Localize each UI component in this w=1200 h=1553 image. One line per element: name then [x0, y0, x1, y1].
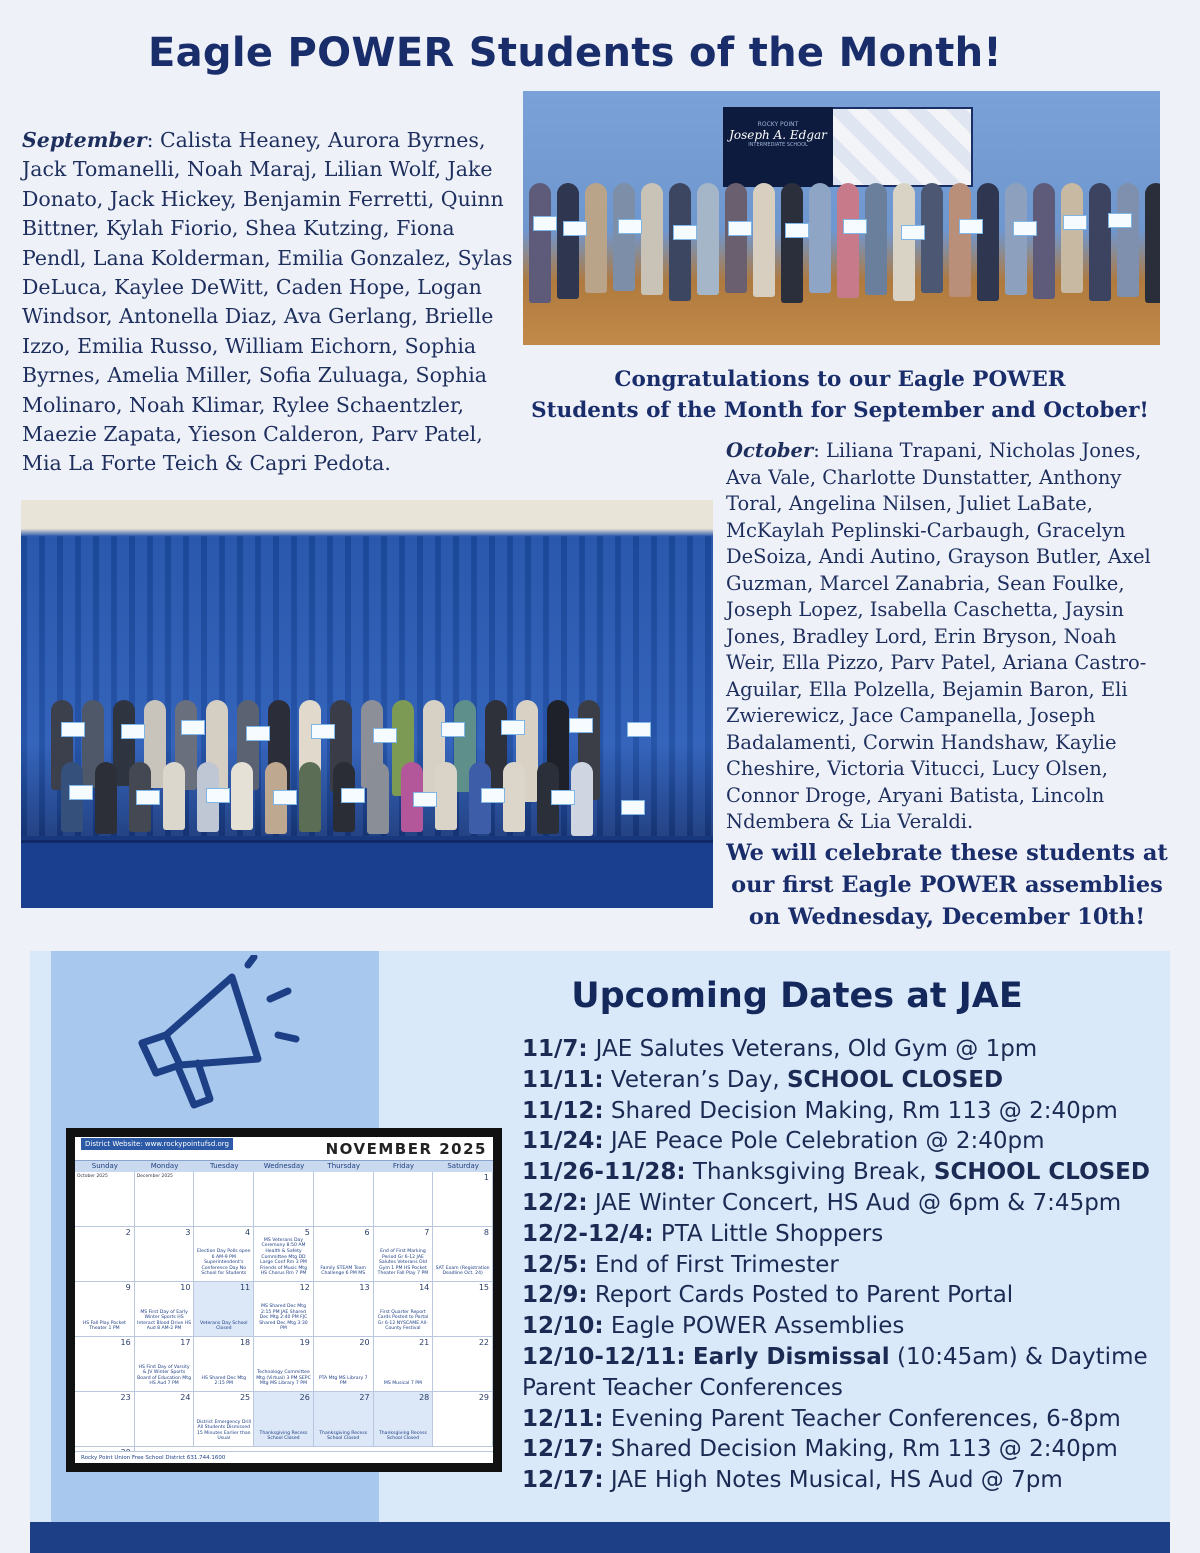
september-label: September	[22, 128, 147, 152]
calendar-day-cell	[194, 1282, 254, 1337]
october-label: October	[726, 439, 814, 462]
calendar-day-number: 16	[120, 1338, 131, 1347]
banner-line-1: ROCKY POINT	[757, 121, 799, 128]
calendar-day-events: MS Veterans Day Ceremony 8:50 AM Health & Safety Committee Mtg DD Large Conf Rm 3 PM Friends of Music Mtg HS Chorus Rm 7 PM	[259, 1237, 308, 1277]
banner-line-3: INTERMEDIATE SCHOOL	[748, 142, 808, 148]
banner-school-logo	[723, 107, 833, 187]
calendar-day-number: 18	[239, 1338, 251, 1347]
upcoming-event: Thanksgiving Break,	[685, 1159, 934, 1186]
calendar-day-cell	[75, 1337, 135, 1392]
calendar-day-cell	[433, 1227, 493, 1282]
calendar-day-events: Thanksgiving Recess School Closed	[319, 1430, 368, 1442]
congrats-line-2: Students of the Month for September and October!	[531, 398, 1149, 423]
upcoming-event	[686, 1344, 693, 1370]
calendar-day-cell	[135, 1282, 195, 1337]
upcoming-date-item	[522, 1157, 1170, 1188]
october-names: : Liliana Trapani, Nicholas Jones, Ava Vale, Charlotte Dunstatter, Anthony Toral, Angelina Nilsen, Juliet LaBate, McKaylah Peplinski-Carbaugh, Gracelyn DeSoiza, Andi Autino, Grayson Butler, Axel Guzman, Marcel Zanabria, Sean Foulke, Joseph Lopez, Isabella Caschetta, Jaysin Jones, Bradley Lord, Erin Bryson, Noah Weir, Ella Pizzo, Parv Patel, Ariana Castro-Aguilar, Ella Polzella, Bejamin Baron, Eli Zwierewicz, Jace Campanella, Joseph Badalamenti, Corwin Handshaw, Kaylie Cheshire, Victoria Vitucci, Lucy Olsen, Connor Droge, Aryani Batista, Lincoln Ndembera & Lia Veraldi.	[726, 439, 1151, 833]
upcoming-event: PTA Little Shoppers	[653, 1220, 884, 1247]
upcoming-date-item	[522, 1126, 1170, 1157]
upcoming-emphasis: SCHOOL CLOSED	[933, 1159, 1150, 1186]
calendar-day-events: MS Shared Dec Mtg 2:15 PM JAE Shared Dec Mtg 2:40 PM FJC Shared Dec Mtg 3:30 PM	[259, 1304, 308, 1332]
upcoming-date: 12/10:	[522, 1313, 604, 1340]
upcoming-dates-list	[522, 1034, 1170, 1496]
september-honorees	[22, 126, 520, 479]
calendar-day-cell	[75, 1282, 135, 1337]
weekday-label: Sunday	[91, 1162, 118, 1170]
congrats-line-1: Congratulations to our Eagle POWER	[614, 367, 1066, 392]
upcoming-date: 11/7:	[522, 1036, 596, 1062]
september-names: : Calista Heaney, Aurora Byrnes, Jack Tomanelli, Noah Maraj, Lilian Wolf, Jake Donato, Jack Hickey, Benjamin Ferretti, Quinn Bittner, Kylah Fiorio, Shea Kutzing, Fiona Pendl, Lana Kolderman, Emilia Gonzalez, Sylas DeLuca, Kaylee DeWitt, Caden Hope, Logan Windsor, Antonella Diaz, Ava Gerlang, Brielle Izzo, Emilia Russo, William Eichorn, Sophia Byrnes, Amelia Miller, Sofia Zuluaga, Sophia Molinaro, Noah Klimar, Rylee Schaentzler, Maezie Zapata, Yieson Calderon, Parv Patel, Mia La Forte Teich & Capri Pedota.	[22, 128, 513, 476]
calendar-weekdays	[75, 1161, 493, 1172]
upcoming-event: End of First Trimester	[587, 1251, 839, 1278]
calendar-day-cell	[254, 1172, 314, 1227]
calendar-day-number: 28	[419, 1393, 430, 1402]
calendar-day-cell	[314, 1282, 374, 1337]
calendar-day-events: Technology Committee Mtg (Virtual) 3 PM SEPC Mtg MS Library 7 PM	[256, 1370, 311, 1387]
calendar-day-number: 14	[419, 1283, 430, 1292]
calendar-day-cell	[314, 1392, 374, 1447]
calendar-day-number: 25	[239, 1393, 251, 1402]
calendar-day-cell	[433, 1392, 493, 1447]
upcoming-event: JAE Winter Concert, HS Aud @ 6pm & 7:45pm	[587, 1189, 1122, 1216]
upcoming-event: Shared Decision Making, Rm 113 @ 2:40pm	[603, 1097, 1118, 1124]
upcoming-date: 11/12:	[522, 1097, 604, 1124]
calendar-day-cell	[75, 1227, 135, 1282]
upcoming-date-item	[522, 1434, 1170, 1465]
calendar-day-cell	[75, 1392, 135, 1447]
calendar-day-events: Election Day Polls open 6 AM-9 PM Superintendent's Conference Day No School for Students	[196, 1249, 251, 1277]
calendar-day-number: 4	[245, 1228, 251, 1237]
upcoming-title: Upcoming Dates at JAE	[571, 976, 1023, 1016]
calendar-day-events: HS Shared Dec Mtg 2:15 PM	[201, 1375, 247, 1387]
calendar-day-cell	[135, 1392, 195, 1447]
calendar-day-number: 7	[424, 1228, 430, 1237]
calendar-day-number: 5	[304, 1228, 310, 1237]
september-group-photo	[523, 91, 1160, 345]
upcoming-event: Eagle POWER Assemblies	[603, 1313, 905, 1340]
upcoming-event-detail: (10:45am) & Daytime Parent Teacher Conferences	[522, 1343, 1148, 1401]
calendar-day-cell	[374, 1227, 434, 1282]
upcoming-date-item	[522, 1404, 1170, 1435]
calendar-day-cell	[374, 1392, 434, 1447]
calendar-day-number: 27	[359, 1393, 370, 1402]
calendar-day-number: 13	[359, 1283, 370, 1292]
calendar-grid	[75, 1172, 493, 1463]
upcoming-date: 11/24:	[522, 1128, 604, 1155]
calendar-day-cell	[433, 1282, 493, 1337]
calendar-day-number: 9	[125, 1283, 131, 1292]
calendar-day-events: SAT Exam (Registration Deadline Oct. 24)	[435, 1265, 490, 1277]
calendar-day-number: 29	[478, 1393, 489, 1402]
calendar-day-cell	[135, 1337, 195, 1392]
calendar-website: District Website: www.rockypointufsd.org	[81, 1138, 233, 1150]
calendar-day-cell	[254, 1392, 314, 1447]
october-group-photo	[21, 500, 713, 908]
calendar-day-events: End of First Marking Period Gr 6-12 JAE Salutes Veterans Old Gym 1 PM HS Pocket Theater Fall Play 7 PM	[377, 1249, 429, 1277]
calendar-day-number: 26	[299, 1393, 310, 1402]
upcoming-event: Shared Decision Making, Rm 113 @ 2:40pm	[603, 1436, 1118, 1463]
weekday-label: Wednesday	[263, 1162, 305, 1170]
stage-front	[21, 840, 713, 908]
upcoming-date-item	[522, 1342, 1170, 1404]
calendar-day-cell	[433, 1172, 493, 1227]
celebration-announcement	[722, 837, 1172, 933]
calendar-day-number: 2	[125, 1228, 131, 1237]
calendar-day-number: 24	[180, 1393, 191, 1402]
calendar-day-cell	[75, 1172, 135, 1227]
calendar-day-cell	[374, 1172, 434, 1227]
upcoming-date: 12/11:	[522, 1405, 604, 1432]
upcoming-emphasis: Early Dismissal	[692, 1343, 890, 1370]
upcoming-date-item	[522, 1465, 1170, 1496]
calendar-day-events: Family STEAM Team Challenge 6 PM MS	[320, 1265, 366, 1277]
upcoming-event: Evening Parent Teacher Conferences, 6-8pm	[603, 1405, 1121, 1432]
upcoming-date-item	[522, 1065, 1170, 1096]
upcoming-date: 12/5:	[522, 1251, 588, 1278]
weekday-label: Saturday	[447, 1162, 479, 1170]
calendar-day-number: 19	[299, 1338, 310, 1347]
november-calendar	[66, 1128, 502, 1472]
calendar-footer: Rocky Point Union Free School District 631.744.1600	[75, 1451, 493, 1463]
calendar-day-number: 11	[239, 1283, 251, 1292]
calendar-day-cell	[194, 1337, 254, 1392]
calendar-day-events: HS First Day of Varsity & JV Winter Sports Board of Education Mtg HS Aud 7 PM	[137, 1364, 191, 1387]
weekday-label: Friday	[392, 1162, 415, 1170]
calendar-day-cell	[194, 1227, 254, 1282]
calendar-day-events: Veterans Day School Closed	[200, 1320, 248, 1332]
calendar-day-events: Thanksgiving Recess School Closed	[378, 1430, 427, 1442]
calendar-day-events: Thanksgiving Recess School Closed	[259, 1430, 308, 1442]
upcoming-date-item	[522, 1188, 1170, 1219]
calendar-day-cell	[254, 1337, 314, 1392]
calendar-day-cell	[314, 1172, 374, 1227]
calendar-day-cell	[314, 1227, 374, 1282]
calendar-day-events: PTA Mtg MS Library 7 PM	[318, 1375, 368, 1387]
calendar-day-number: 21	[419, 1338, 430, 1347]
calendar-day-number: 15	[478, 1283, 489, 1292]
upcoming-date-item	[522, 1311, 1170, 1342]
calendar-day-events: District Emergency Drill All Students Dismissed 15 Minutes Earlier than Usual	[196, 1419, 252, 1442]
calendar-day-cell	[254, 1227, 314, 1282]
upcoming-event: Veteran’s Day,	[603, 1066, 787, 1093]
upcoming-date: 12/2:	[522, 1189, 588, 1216]
page-title: Eagle POWER Students of the Month!	[148, 30, 1002, 76]
upcoming-date-item	[522, 1034, 1170, 1065]
congratulations-message	[522, 364, 1158, 426]
calendar-day-events: MS Musical 7 PM	[383, 1381, 422, 1387]
calendar-day-cell	[254, 1282, 314, 1337]
calendar-day-cell	[194, 1392, 254, 1447]
upcoming-date: 12/17:	[522, 1436, 604, 1463]
calendar-day-events: MS First Day of Early Winter Sports HS Interact Blood Drive HS Aud 8 AM-2 PM	[137, 1309, 191, 1332]
calendar-day-number: 10	[180, 1283, 191, 1292]
calendar-day-number: 6	[364, 1228, 370, 1237]
weekday-label: Tuesday	[210, 1162, 239, 1170]
upcoming-date-item	[522, 1219, 1170, 1250]
weekday-label: Monday	[150, 1162, 179, 1170]
mini-month-october: October 2025	[77, 1174, 108, 1179]
upcoming-event: JAE High Notes Musical, HS Aud @ 7pm	[603, 1467, 1063, 1494]
mini-month-december: December 2025	[136, 1174, 173, 1179]
weekday-label: Thursday	[327, 1162, 360, 1170]
calendar-day-number: 22	[478, 1338, 489, 1347]
calendar-day-cell	[314, 1337, 374, 1392]
calendar-month: NOVEMBER 2025	[325, 1140, 487, 1158]
calendar-day-number: 1	[483, 1173, 489, 1182]
calendar-day-number: 20	[359, 1338, 370, 1347]
celebrate-line-3: on Wednesday, December 10th!	[748, 904, 1146, 930]
calendar-day-cell	[194, 1172, 254, 1227]
banner-line-2: Joseph A. Edgar	[729, 128, 827, 142]
upcoming-emphasis: SCHOOL CLOSED	[786, 1066, 1004, 1093]
calendar-day-number: 12	[299, 1283, 310, 1292]
upcoming-date: 12/2-12/4:	[522, 1220, 654, 1247]
upcoming-date: 11/11:	[522, 1066, 604, 1093]
calendar-day-cell	[374, 1282, 434, 1337]
calendar-day-number: 3	[185, 1228, 191, 1237]
upcoming-date-item	[522, 1280, 1170, 1311]
calendar-day-events: HS Fall Play Pocket Theater 1 PM	[82, 1320, 126, 1332]
october-honorees	[726, 438, 1166, 836]
upcoming-date: 12/9:	[522, 1282, 588, 1309]
calendar-day-number: 17	[180, 1338, 191, 1347]
upcoming-date: 11/26-11/28:	[522, 1159, 686, 1186]
student-row-back	[529, 183, 1160, 303]
upcoming-event: JAE Peace Pole Celebration @ 2:40pm	[603, 1128, 1045, 1155]
calendar-day-number: 8	[483, 1228, 489, 1237]
upcoming-date: 12/10-12/11:	[522, 1343, 686, 1370]
upcoming-date-item	[522, 1096, 1170, 1127]
upcoming-event: Report Cards Posted to Parent Portal	[587, 1282, 1014, 1309]
calendar-day-number: 23	[120, 1393, 131, 1402]
footer-bar	[30, 1522, 1170, 1553]
calendar-day-cell	[433, 1337, 493, 1392]
megaphone-icon	[120, 955, 310, 1125]
calendar-day-cell	[135, 1172, 195, 1227]
calendar-day-cell	[374, 1337, 434, 1392]
upcoming-event: JAE Salutes Veterans, Old Gym @ 1pm	[595, 1036, 1038, 1062]
celebrate-line-1: We will celebrate these students at	[726, 840, 1168, 866]
calendar-day-cell	[135, 1227, 195, 1282]
celebrate-line-2: our first Eagle POWER assemblies	[731, 872, 1163, 898]
upcoming-date-item	[522, 1250, 1170, 1281]
calendar-day-events: First Quarter Report Cards Posted to Portal Gr 6-12 NYSCAME All-County Festival	[377, 1309, 429, 1332]
upcoming-date: 12/17:	[522, 1467, 604, 1494]
